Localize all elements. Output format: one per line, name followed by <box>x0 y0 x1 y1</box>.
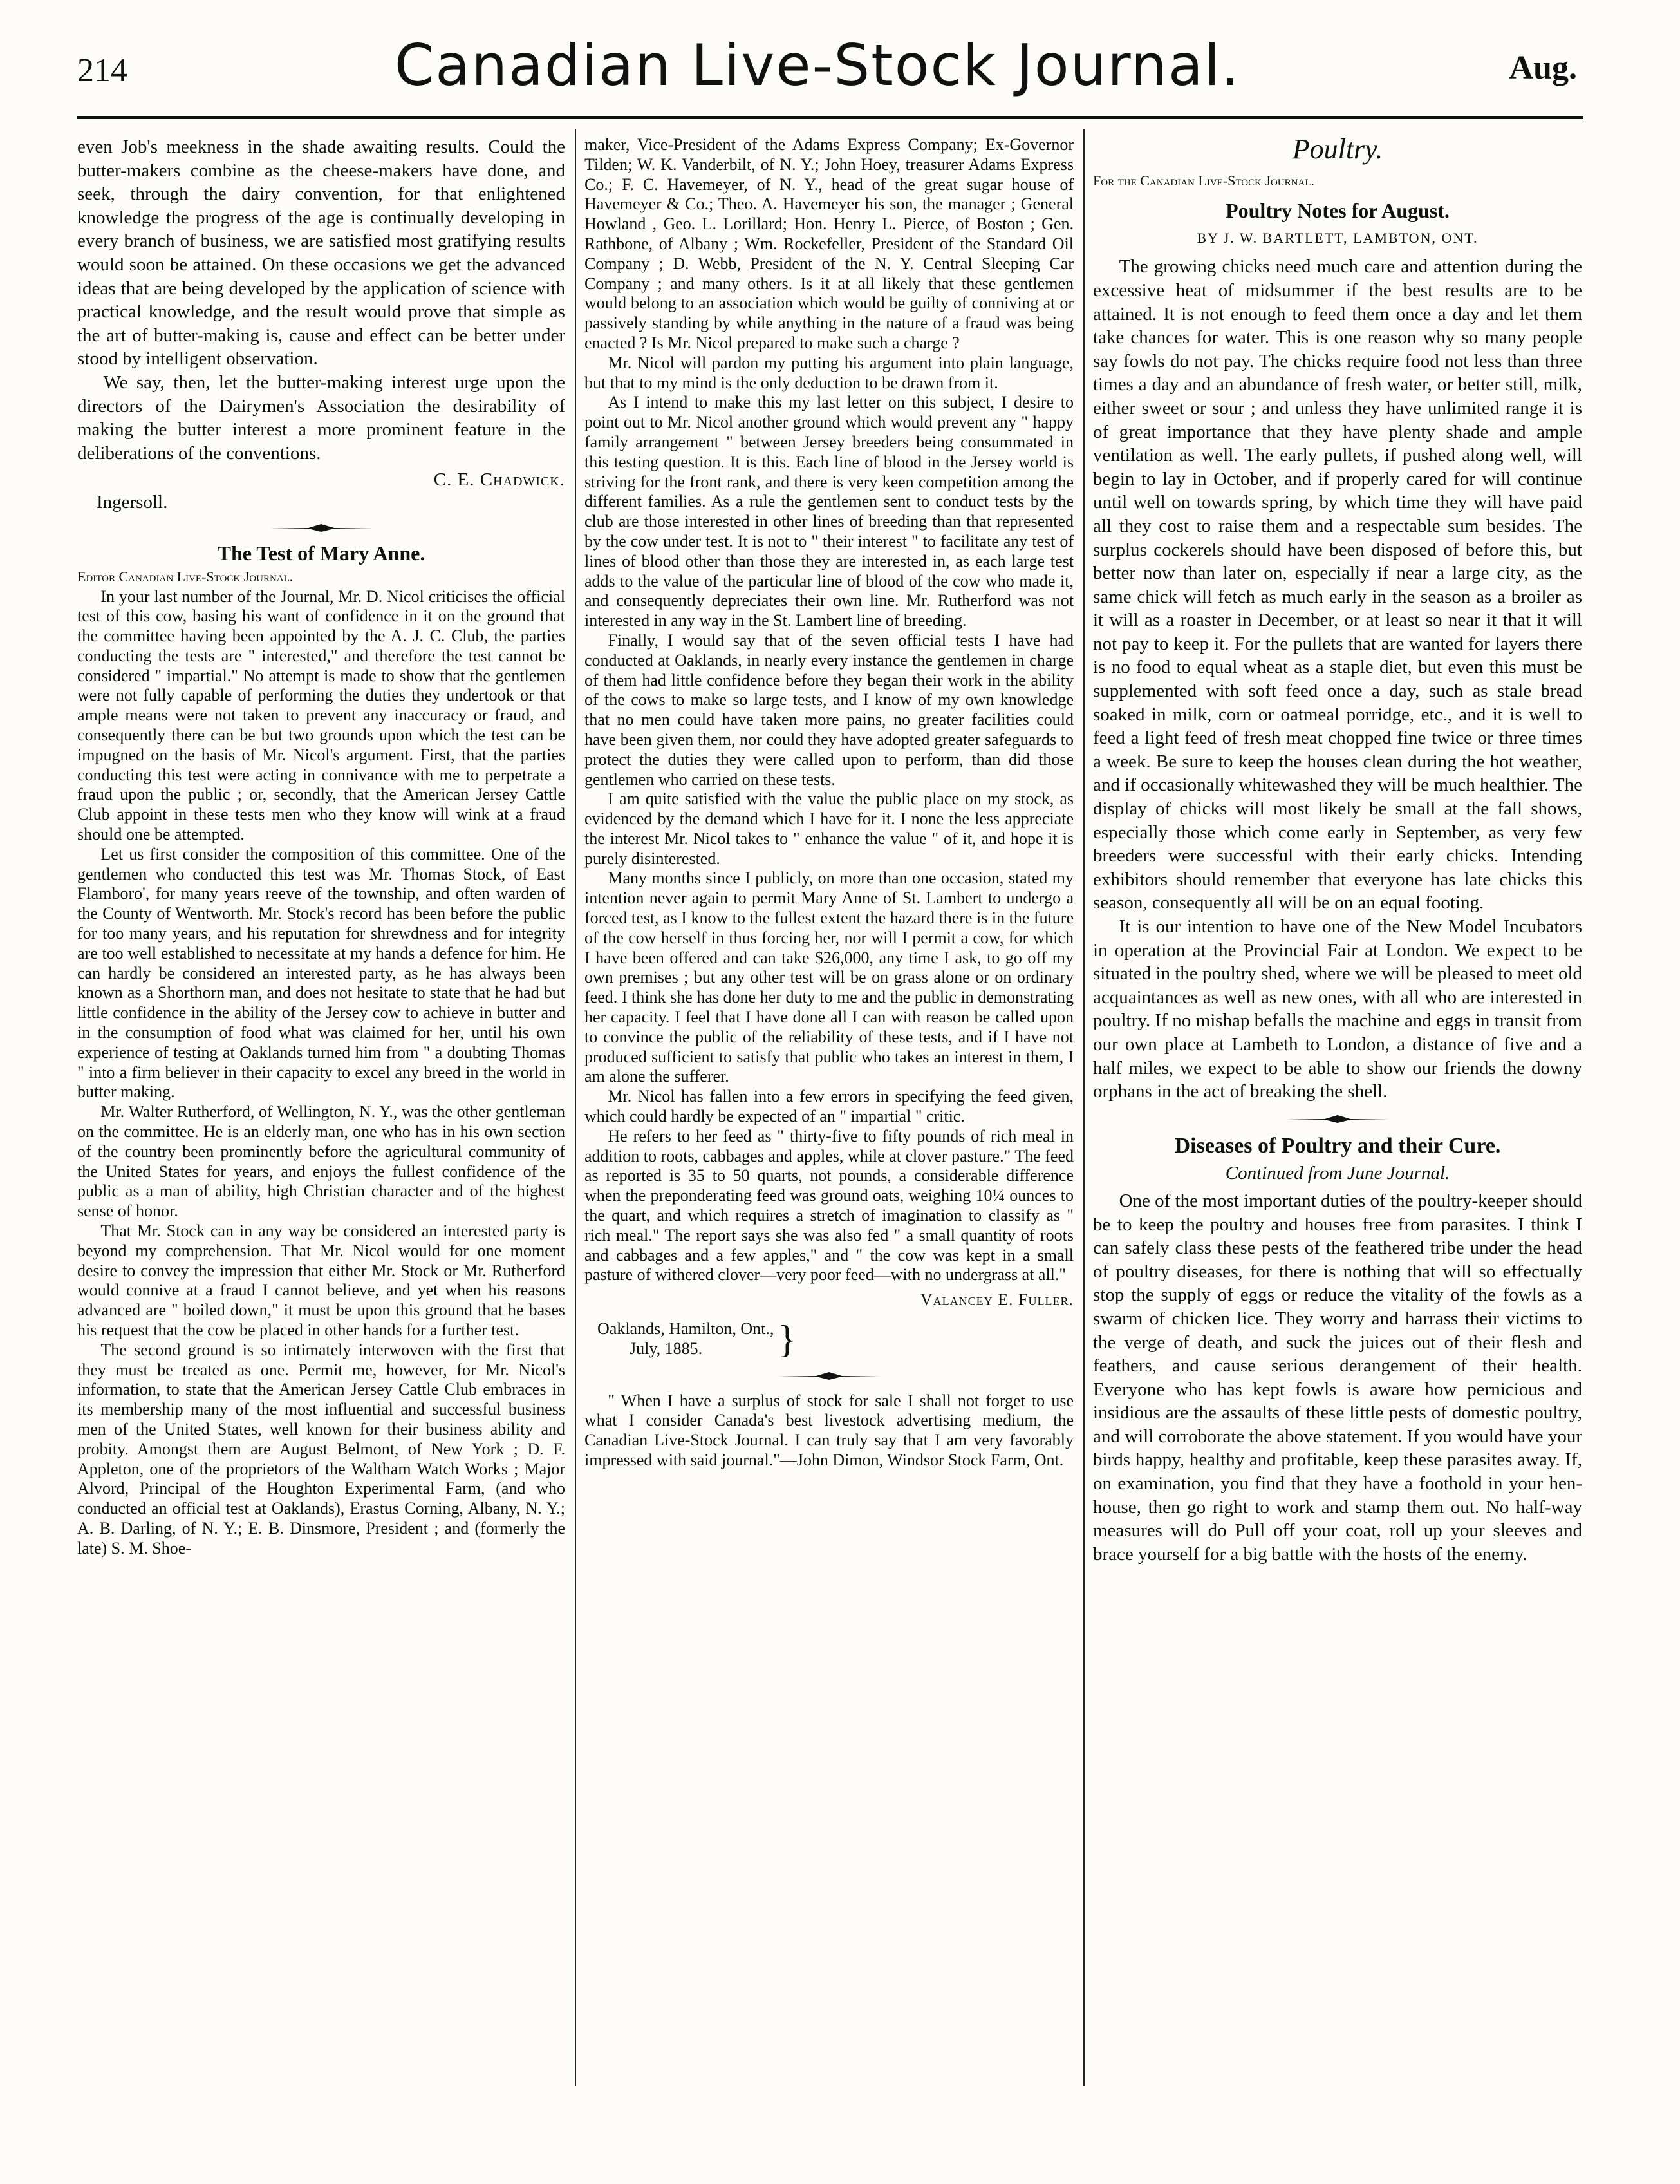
section-heading: Poultry. <box>1292 133 1383 165</box>
column-2 <box>584 135 1074 1471</box>
section-divider <box>270 523 373 533</box>
paragraph: It is our intention to have one of the New Model Incubators in operation at the Provincial Fair at London. We expect to be situated in the poultry shed, where we will be pleased to meet old acquaintances as well as new ones, with all who are interested in poultry. If no mishap befalls the machine and eggs in transit from our own place at Lambeth to London, a distance of five and a half miles, we expect to be able to show our friends the downy orphans in the act of breaking the shell. <box>1093 916 1582 1102</box>
brace-glyph: } <box>778 1317 797 1360</box>
header-rule <box>77 116 1583 119</box>
paragraph: Mr. Nicol has fallen into a few errors in specifying the feed given, which could hardly be expected of an " impartial " critic. <box>584 1087 1074 1126</box>
column-1 <box>77 135 565 1559</box>
paragraph: As I intend to make this my last letter on this subject, I desire to point out to Mr. Nicol another ground which would prevent any " happy family arrangement " between Jersey breeders being consummated in this testing question. It is this. Each line of blood in the Jersey world is striving for the front rank, and there is very keen competition among the different families. As a rule the gentlemen sent to conduct tests by the club are those interested in other lines of breeding than that represented by the cow under test. It is not to " their interest " to facilitate any test of lines of blood other than those they are interested in, as each large test adds to the value of the particular line of blood of the cow who made it, and consequently depreciates their own line. Mr. Rutherford was not interested in any way in the St. Lambert line of breeding. <box>584 393 1074 630</box>
dateline <box>597 1319 1074 1359</box>
paragraph: Mr. Nicol will pardon my putting his argument into plain language, but that to my mind is the only deduction to be drawn from it. <box>584 353 1074 392</box>
paragraph: even Job's meekness in the shade awaiting results. Could the butter-makers combine as the cheese-makers have done, and seek, through the dairy convention, for that enlightened knowledge the progress of the age is continually developing in every branch of business, we are satisfied most gratifying results would soon be attained. On these occasions we get the advanced ideas that are being developed by the application of science with practical knowledge, and the result would prove that simple as the art of butter-making is, cause and effect can be better under stood by intelligent observation. <box>77 136 565 370</box>
paragraph: maker, Vice-President of the Adams Express Company; Ex-Governor Tilden; W. K. Vanderbilt, of N. Y.; John Hoey, treasurer Adams Express Co.; F. C. Havemeyer, of N. Y., head of the great sugar house of Havemeyer & Co.; Theo. A. Havemeyer his son, the manager ; General Howland , Geo. L. Lorillard; Hon. Henry L. Pierce, of Boston ; Gen. Rathbone, of Albany ; Wm. Rockefeller, President of the Standard Oil Company ; D. Webb, President of the N. Y. Central Sleeping Car Company ; and many others. Is it at all likely that these gentlemen would belong to an association which would be guilty of conniving at or passively standing by while anything in the nature of a fraud was being enacted ? Is Mr. Nicol prepared to make such a charge ? <box>584 135 1074 352</box>
page-number: 214 <box>77 52 127 89</box>
issue-month: Aug. <box>1509 50 1577 86</box>
paragraph: Many months since I publicly, on more than one occasion, stated my intention never again to permit Mary Anne of St. Lambert to undergo a forced test, as I know to the fullest extent the hazard there is in the future of the cow herself in thus forcing her, nor will I permit a cow, for which I have been offered and can take $26,000, any time I ask, to go off my own premises ; but any other test will be on grass alone or on ordinary feed. I think she has done her duty to me and the public in demonstrating her capacity. I feel that I have done all I can with reason be called upon to convince the public of the reliability of these tests, and if I have not produced sufficient to satisfy that public who takes an interest in them, I am alone the sufferer. <box>584 869 1074 1086</box>
paragraph: The second ground is so intimately interwoven with the first that they must be treated as one. Permit me, however, for Mr. Nicol's information, to state that the American Jersey Cattle Club embraces in its membership many of the most influential and successful business men of the United States, well known for their business ability and probity. Amongst them are August Belmont, of New York ; D. F. Appleton, one of the proprietors of the Waltham Watch Works ; Major Alvord, Principal of the Houghton Experimental Farm, (and who conducted an official test at Oaklands), Erastus Corning, Albany, N. Y.; A. B. Darling, of N. Y.; E. B. Dinsmore, President ; and (formerly the late) S. M. Shoe- <box>77 1340 565 1558</box>
paragraph: We say, then, let the butter-making interest urge upon the directors of the Dairymen's Association the desirability of making the butter interest a more prominent feature in the deliberations of the conventions. <box>77 372 565 464</box>
article-subtitle: Continued from June Journal. <box>1225 1163 1450 1184</box>
column-rule <box>1083 129 1085 2086</box>
paragraph: One of the most important duties of the poultry-keeper should be to keep the poultry and houses free from parasites. I think I can safely class these pests of the feathered tribe under the head of poultry diseases, for there is nothing that will so effectually stop the supply of eggs or reduce the vitality of the fowls as a swarm of chicken lice. They worry and harrass their victims to the verge of death, and suck the juices out of their flesh and feathers, and cause serious derangement of their health. Everyone who has kept fowls is aware how pernicious and insidious are the assaults of these little pests of domestic poultry, and will corroborate the above statement. If you would have your birds happy, healthy and profitable, keep these parasites away. If, on examination, you find that they have a foothold in your hen-house, then go right to work and stamp them out. No half-way measures will do Pull off your coat, roll up your sleeves and brace yourself for a big battle with the hosts of the enemy. <box>1093 1190 1582 1565</box>
article-title: Diseases of Poultry and their Cure. <box>1174 1133 1501 1158</box>
signature-place: Ingersoll. <box>97 492 168 513</box>
paragraph: Mr. Walter Rutherford, of Wellington, N. Y., was the other gentleman on the committee. He is an elderly man, one who has in his own section of the country been prominently before the agricultural community of the United States for years, and enjoys the fullest confidence of the public as a man of ability, high Christian character and of the highest sense of honor. <box>77 1102 565 1221</box>
section-divider <box>778 1371 881 1381</box>
byline: BY J. W. BARTLETT, LAMBTON, ONT. <box>1197 229 1479 246</box>
signature: Valancey E. Fuller. <box>920 1290 1074 1310</box>
chadwick-letter-end <box>77 135 565 465</box>
paragraph: Finally, I would say that of the seven official tests I have had conducted at Oaklands, in nearly every instance the gentlemen in charge of them had little confidence before they began their work in the ability of the cows to make so large tests, and I know of my own knowledge that no men could have taken more pains, no greater facilities could have been given them, nor could they have adopted greater safeguards to protect the duties they were called upon to perform, than did those gentlemen who carried on these tests. <box>584 630 1074 789</box>
signature: C. E. Chadwick. <box>433 469 565 491</box>
paragraph: The growing chicks need much care and attention during the excessive heat of midsummer if the best results are to be attained. It is not enough to feed them once a day and let them take chances for water. This is one reason why so many people say fowls do not pay. The chicks require food not less than three times a day and an abundance of fresh water, or better still, milk, either sweet or sour ; and unless they have unlimited range it is of great importance that they have plenty shade and ample ventilation as well. The early pullets, if pushed along well, will begin to lay in October, and if properly cared for will continue until well on towards spring, by which time they will have paid all they cost to raise them and a respectable sum besides. The surplus cockerels should have been disposed of before this, but better now than later on, especially if near a large city, as the same chick will fetch as much early in the season as a broiler as it will as a roaster in December, or at least so near it that it will not pay to keep it. For the pullets that are wanted for layers there is no food to equal wheat as a staple diet, but even this must be supplemented with soft feed once a day, such as stale bread soaked in milk, corn or oatmeal porridge, etc., and it is well to feed a light feed of fresh meat chopped fine twice or three times a week. Be sure to keep the houses clean during the hot weather, and if occasionally whitewashed they will be much healthier. The display of chicks will most likely be small at the fall shows, especially those which come early in September, as very few breeders were successful with their early chicks. Intending exhibitors should remember that everyone has late chicks this season, consequently all will be on an equal footing. <box>1093 256 1582 914</box>
paragraph: In your last number of the Journal, Mr. D. Nicol criticises the official test of this cow, basing his want of confidence in it on the ground that the committee having been appointed by the A. J. C. Club, the parties conducting the tests are " interested," and therefore the test cannot be considered " impartial." No attempt is made to show that the gentlemen were not fully capable of performing the duties they undertook or that ample means were not taken to prevent any inaccuracy or fraud, and consequently there can be but two grounds upon which the test can be impugned on the basis of Mr. Nicol's argument. First, that the parties conducting this test were acting in connivance with me to perpetrate a fraud upon the public ; or, secondly, that the American Jersey Cattle Club appoint in these tests men who they know will wink at a fraud should one be attempted. <box>77 587 565 844</box>
journal-title: Canadian Live-Stock Journal. <box>394 32 1241 99</box>
column-3 <box>1093 135 1582 1566</box>
article-kicker: For the Canadian Live-Stock Journal. <box>1093 172 1315 189</box>
column-rule <box>575 129 576 2086</box>
paragraph: I am quite satisfied with the value the public place on my stock, as evidenced by the demand which I have for it. I none the less appreciate the interest Mr. Nicol takes to " enhance the value " of it, and hope it is purely disinterested. <box>584 789 1074 868</box>
paragraph: He refers to her feed as " thirty-five to fifty pounds of rich meal in addition to roots, cabbages and apples, while at clover pasture." The feed as reported is 35 to 50 quarts, not pounds, a considerable difference when the preponderating feed was ground oats, weighing 10¼ ounces to the quart, and which requires a stretch of imagination to classify as " rich meal." The report says she was also fed " a small quantity of roots and cabbages and a few apples," and " the cow was kept in a small pasture of withered clover—very poor feed—with no undergrass at all." <box>584 1126 1074 1285</box>
dateline-place: Oaklands, Hamilton, Ont., <box>597 1319 774 1339</box>
section-divider <box>1286 1114 1389 1124</box>
article-title: Poultry Notes for August. <box>1226 199 1450 223</box>
dateline-date: July, 1885. <box>630 1339 703 1358</box>
article-title: The Test of Mary Anne. <box>217 541 425 565</box>
article-kicker: Editor Canadian Live-Stock Journal. <box>77 568 294 585</box>
paragraph: That Mr. Stock can in any way be considered an interested party is beyond my comprehension. That Mr. Nicol would for one moment desire to convey the impression that either Mr. Stock or Mr. Rutherford would connive at a fraud I cannot believe, and yet when his reasons advanced are " boiled down," it must be upon this ground that he bases his request that the cow be placed in other hands for a further test. <box>77 1221 565 1339</box>
testimonial: " When I have a surplus of stock for sale I shall not forget to use what I consider Canada's best livestock advertising medium, the Canadian Live-Stock Journal. I can truly say that I am very favorably impressed with said journal."—John Dimon, Windsor Stock Farm, Ont. <box>584 1391 1074 1469</box>
page-header <box>58 26 1577 109</box>
paragraph: Let us first consider the composition of this committee. One of the gentlemen who conducted this test was Mr. Thomas Stock, of East Flamboro', for many years reeve of the township, and often warden of the County of Wentworth. Mr. Stock's record has been before the public for too many years, and his reputation for shrewdness and for integrity are too well established to necessitate at my hands a defence for him. He can hardly be considered an interested party, as he has always been known as a Shorthorn man, and does not hesitate to state that he had but little confidence in the ability of the Jersey cow to achieve in butter and in the consumption of food what was claimed for her, until his own experience of testing at Oaklands turned him from " a doubting Thomas " into a firm believer in their capacity to excel any breed in the world in butter making. <box>77 844 565 1102</box>
